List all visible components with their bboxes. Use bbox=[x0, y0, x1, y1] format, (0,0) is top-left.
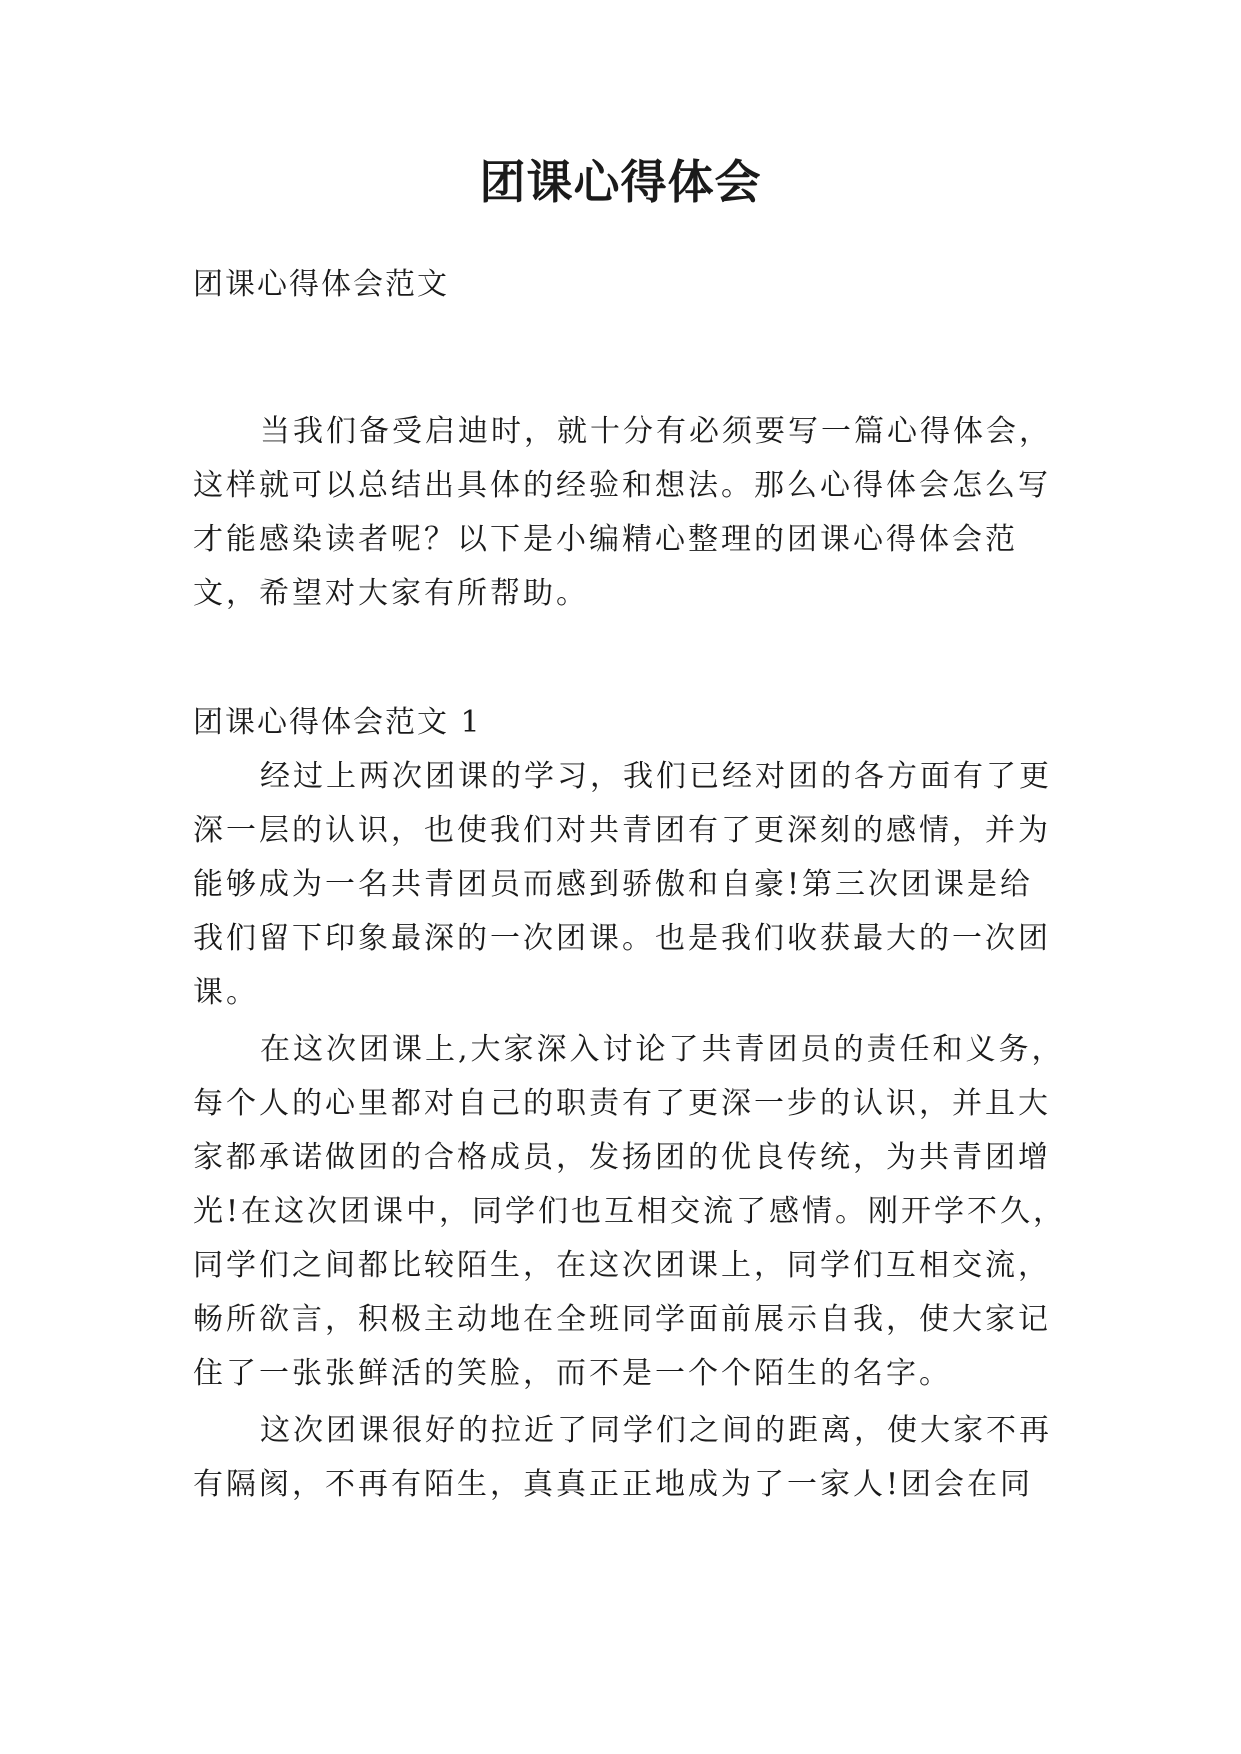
section-heading: 团课心得体会范文 1 bbox=[193, 705, 482, 740]
paragraph-line: 深一层的认识，也使我们对共青团有了更深刻的感情，并为 bbox=[193, 813, 1051, 848]
paragraph-line: 能够成为一名共青团员而感到骄傲和自豪!第三次团课是给 bbox=[193, 867, 1034, 902]
paragraph-line: 光!在这次团课中，同学们也互相交流了感情。刚开学不久， bbox=[193, 1194, 1067, 1229]
document-title: 团课心得体会 bbox=[479, 155, 762, 209]
paragraph-line: 课。 bbox=[193, 975, 259, 1010]
paragraph-line: 在这次团课上,大家深入讨论了共青团员的责任和义务， bbox=[260, 1032, 1065, 1067]
document-subtitle: 团课心得体会范文 bbox=[193, 267, 449, 302]
intro-line: 才能感染读者呢？以下是小编精心整理的团课心得体会范 bbox=[193, 522, 1018, 557]
paragraph-line: 同学们之间都比较陌生，在这次团课上，同学们互相交流， bbox=[193, 1248, 1051, 1283]
intro-line: 这样就可以总结出具体的经验和想法。那么心得体会怎么写 bbox=[193, 468, 1051, 503]
intro-line: 当我们备受启迪时，就十分有必须要写一篇心得体会， bbox=[260, 414, 1052, 449]
paragraph-line: 我们留下印象最深的一次团课。也是我们收获最大的一次团 bbox=[193, 921, 1051, 956]
paragraph-line: 有隔阂，不再有陌生，真真正正地成为了一家人!团会在同 bbox=[193, 1467, 1034, 1502]
intro-line: 文，希望对大家有所帮助。 bbox=[193, 576, 589, 611]
paragraph-line: 住了一张张鲜活的笑脸，而不是一个个陌生的名字。 bbox=[193, 1356, 952, 1391]
paragraph-line: 每个人的心里都对自己的职责有了更深一步的认识，并且大 bbox=[193, 1086, 1051, 1121]
paragraph-line: 家都承诺做团的合格成员，发扬团的优良传统，为共青团增 bbox=[193, 1140, 1051, 1175]
paragraph-line: 经过上两次团课的学习，我们已经对团的各方面有了更 bbox=[260, 759, 1052, 794]
paragraph-line: 这次团课很好的拉近了同学们之间的距离，使大家不再 bbox=[260, 1413, 1052, 1448]
paragraph-line: 畅所欲言，积极主动地在全班同学面前展示自我，使大家记 bbox=[193, 1302, 1051, 1337]
